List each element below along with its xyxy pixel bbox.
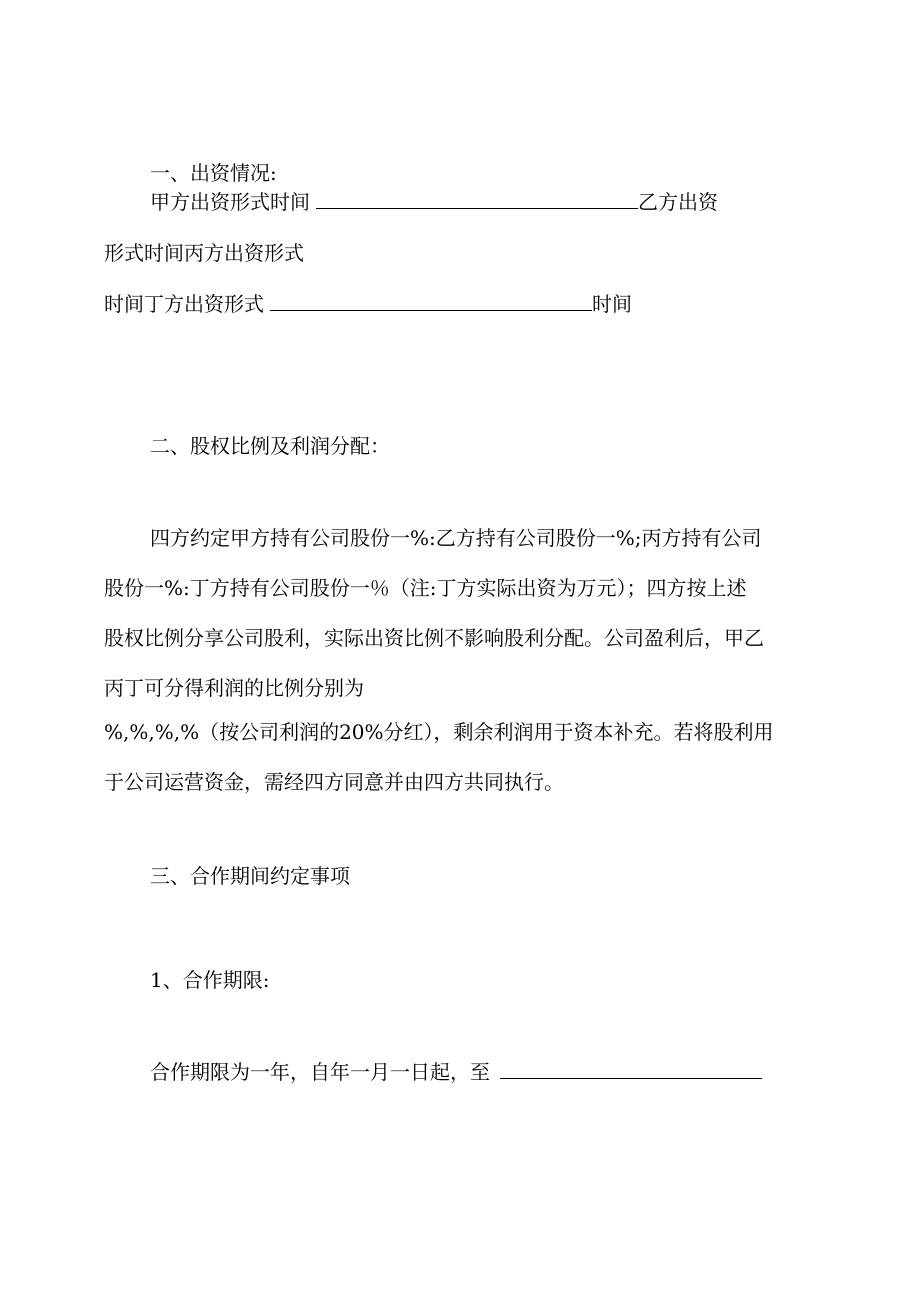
section-2-heading: 二、股权比例及利润分配： <box>150 434 390 458</box>
section-3-heading: 三、合作期间约定事项 <box>150 864 350 888</box>
section-2-para-line: 于公司运营资金，需经四方同意并由四方共同执行。 <box>104 770 564 794</box>
party-d-blank <box>270 290 592 311</box>
section-2-para-line: 四方约定甲方持有公司股份一%:乙方持有公司股份一%;丙方持有公司 <box>150 526 762 550</box>
term-line <box>150 1058 762 1086</box>
section-2-para-line: 丙丁可分得利润的比例分别为 <box>104 676 364 700</box>
section-1-line-2: 形式时间丙方出资形式 <box>104 241 304 265</box>
section-2-para-line: 股权比例分享公司股利，实际出资比例不影响股利分配。公司盈利后，甲乙 <box>104 626 764 650</box>
section-2-para-line: %,%,%,%（按公司利润的20%分红），剩余利润用于资本补充。若将股利用 <box>104 720 774 744</box>
party-a-blank <box>316 188 638 209</box>
party-b-contribution-label: 乙方出资 <box>638 190 718 214</box>
section-1-line-3 <box>104 290 632 318</box>
term-end-blank <box>500 1058 762 1079</box>
party-d-time-label: 时间 <box>592 292 632 316</box>
section-2-para-line: 股份一%:丁方持有公司股份一％（注:丁方实际出资为万元）；四方按上述 <box>104 576 747 600</box>
section-1-line-1 <box>150 188 718 216</box>
term-text: 合作期限为一年，自年一月一日起，至 <box>150 1060 490 1084</box>
party-d-contribution-label: 时间丁方出资形式 <box>104 292 264 316</box>
party-a-contribution-label: 甲方出资形式时间 <box>150 190 310 214</box>
section-1-heading: 一、出资情况: <box>150 161 277 185</box>
term-subheading: 1、合作期限: <box>150 968 270 992</box>
